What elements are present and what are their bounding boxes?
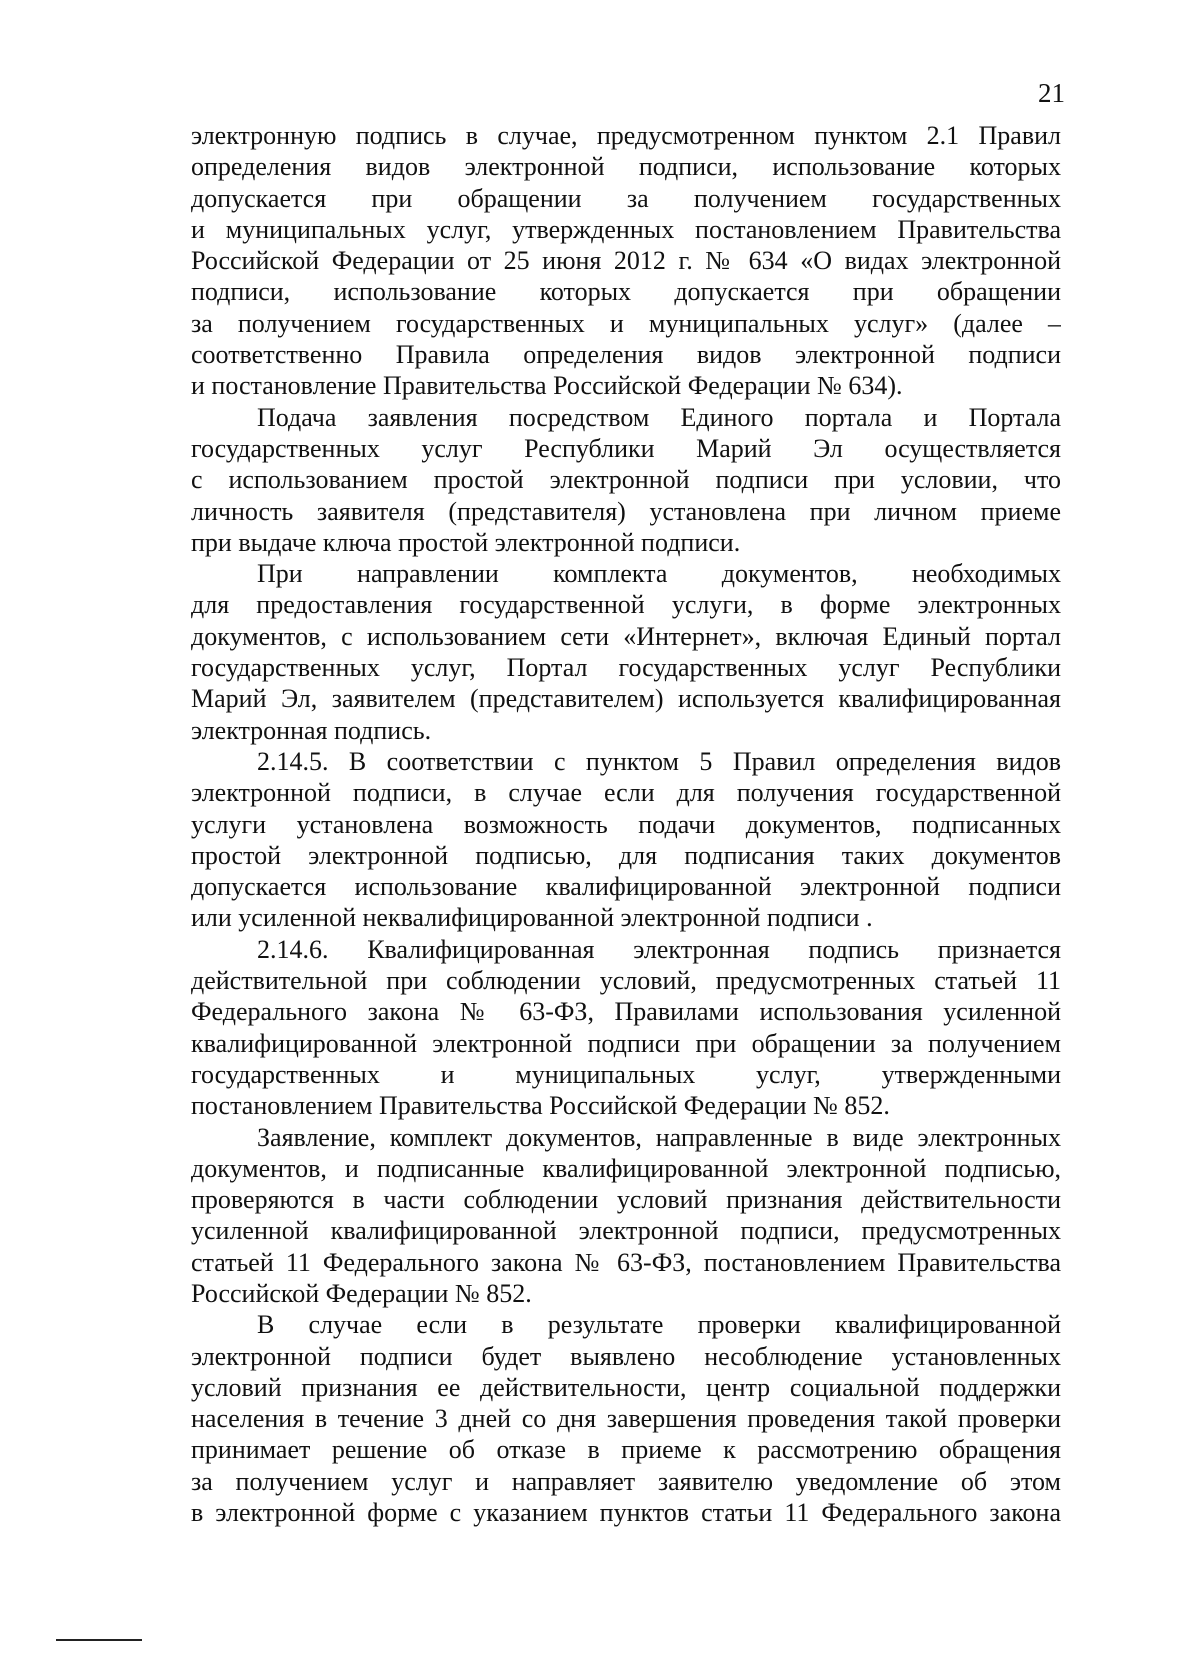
text-line: услуги установлена возможность подачи документов, подписанных xyxy=(191,809,1061,839)
text-line: в электронной форме с указанием пунктов статьи 11 Федерального закона xyxy=(191,1498,1061,1528)
text-line: Марий Эл, заявителем (представителем) используется квалифицированная xyxy=(191,684,1061,714)
text-line: простой электронной подписью, для подписания таких документов xyxy=(191,840,1061,870)
text-line: населения в течение 3 дней со дня завершения проведения такой проверки xyxy=(191,1404,1061,1434)
text-line: 2.14.5. В соответствии с пунктом 5 Правил определения видов xyxy=(257,746,1061,776)
text-line: для предоставления государственной услуги, в форме электронных xyxy=(191,590,1061,620)
text-line: принимает решение об отказе в приеме к рассмотрению обращения xyxy=(191,1435,1061,1465)
text-line: и муниципальных услуг, утвержденных постановлением Правительства xyxy=(191,214,1061,244)
text-line: В случае если в результате проверки квалифицированной xyxy=(257,1310,1061,1340)
text-line: электронной подписи, в случае если для получения государственной xyxy=(191,778,1061,808)
text-line: соответственно Правила определения видов электронной подписи xyxy=(191,340,1061,370)
text-line: при выдаче ключа простой электронной подписи. xyxy=(191,527,741,557)
text-line: государственных и муниципальных услуг, утвержденными xyxy=(191,1059,1061,1089)
text-line: электронной подписи будет выявлено несоблюдение установленных xyxy=(191,1341,1061,1371)
text-line: статьей 11 Федерального закона № 63-ФЗ, постановлением Правительства xyxy=(191,1247,1061,1277)
text-line: определения видов электронной подписи, использование которых xyxy=(191,152,1061,182)
text-line: электронная подпись. xyxy=(191,715,432,745)
text-line: допускается при обращении за получением государственных xyxy=(191,183,1061,213)
text-line: допускается использование квалифицированной электронной подписи xyxy=(191,872,1061,902)
document-body-text xyxy=(191,120,1061,1528)
text-line: Федерального закона № 63-ФЗ, Правилами использования усиленной xyxy=(191,997,1061,1027)
text-line: документов, и подписанные квалифицированной электронной подписью, xyxy=(191,1153,1061,1183)
footnote-separator-line xyxy=(56,1639,142,1641)
text-line: электронную подпись в случае, предусмотренном пунктом 2.1 Правил xyxy=(191,121,1061,150)
text-line: условий признания ее действительности, центр социальной поддержки xyxy=(191,1372,1061,1402)
text-line: государственных услуг Республики Марий Эл осуществляется xyxy=(191,433,1061,463)
text-line: При направлении комплекта документов, необходимых xyxy=(257,559,1061,589)
text-line: Российской Федерации № 852. xyxy=(191,1278,532,1308)
text-line: проверяются в части соблюдении условий признания действительности xyxy=(191,1185,1061,1215)
text-line: за получением услуг и направляет заявителю уведомление об этом xyxy=(191,1466,1061,1496)
text-line: Подача заявления посредством Единого портала и Портала xyxy=(257,402,1061,432)
text-line: действительной при соблюдении условий, предусмотренных статьей 11 xyxy=(191,966,1061,996)
text-line: с использованием простой электронной подписи при условии, что xyxy=(191,465,1061,495)
text-line: 2.14.6. Квалифицированная электронная подпись признается xyxy=(257,934,1061,964)
text-line: подписи, использование которых допускается при обращении xyxy=(191,277,1061,307)
text-line: Заявление, комплект документов, направленные в виде электронных xyxy=(257,1122,1061,1152)
text-line: документов, с использованием сети «Интернет», включая Единый портал xyxy=(191,621,1061,651)
text-line: усиленной квалифицированной электронной подписи, предусмотренных xyxy=(191,1216,1061,1246)
text-line: государственных услуг, Портал государственных услуг Республики xyxy=(191,653,1061,683)
text-line: квалифицированной электронной подписи при обращении за получением xyxy=(191,1028,1061,1058)
page-number: 21 xyxy=(1038,78,1065,108)
text-line: или усиленной неквалифицированной электронной подписи . xyxy=(191,903,873,933)
text-line: за получением государственных и муниципальных услуг» (далее – xyxy=(191,308,1061,338)
text-line: Российской Федерации от 25 июня 2012 г. № 634 «О видах электронной xyxy=(191,246,1061,276)
text-line: личность заявителя (представителя) установлена при личном приеме xyxy=(191,496,1061,526)
text-line: и постановление Правительства Российской Федерации № 634). xyxy=(191,371,903,401)
text-line: постановлением Правительства Российской Федерации № 852. xyxy=(191,1091,890,1121)
